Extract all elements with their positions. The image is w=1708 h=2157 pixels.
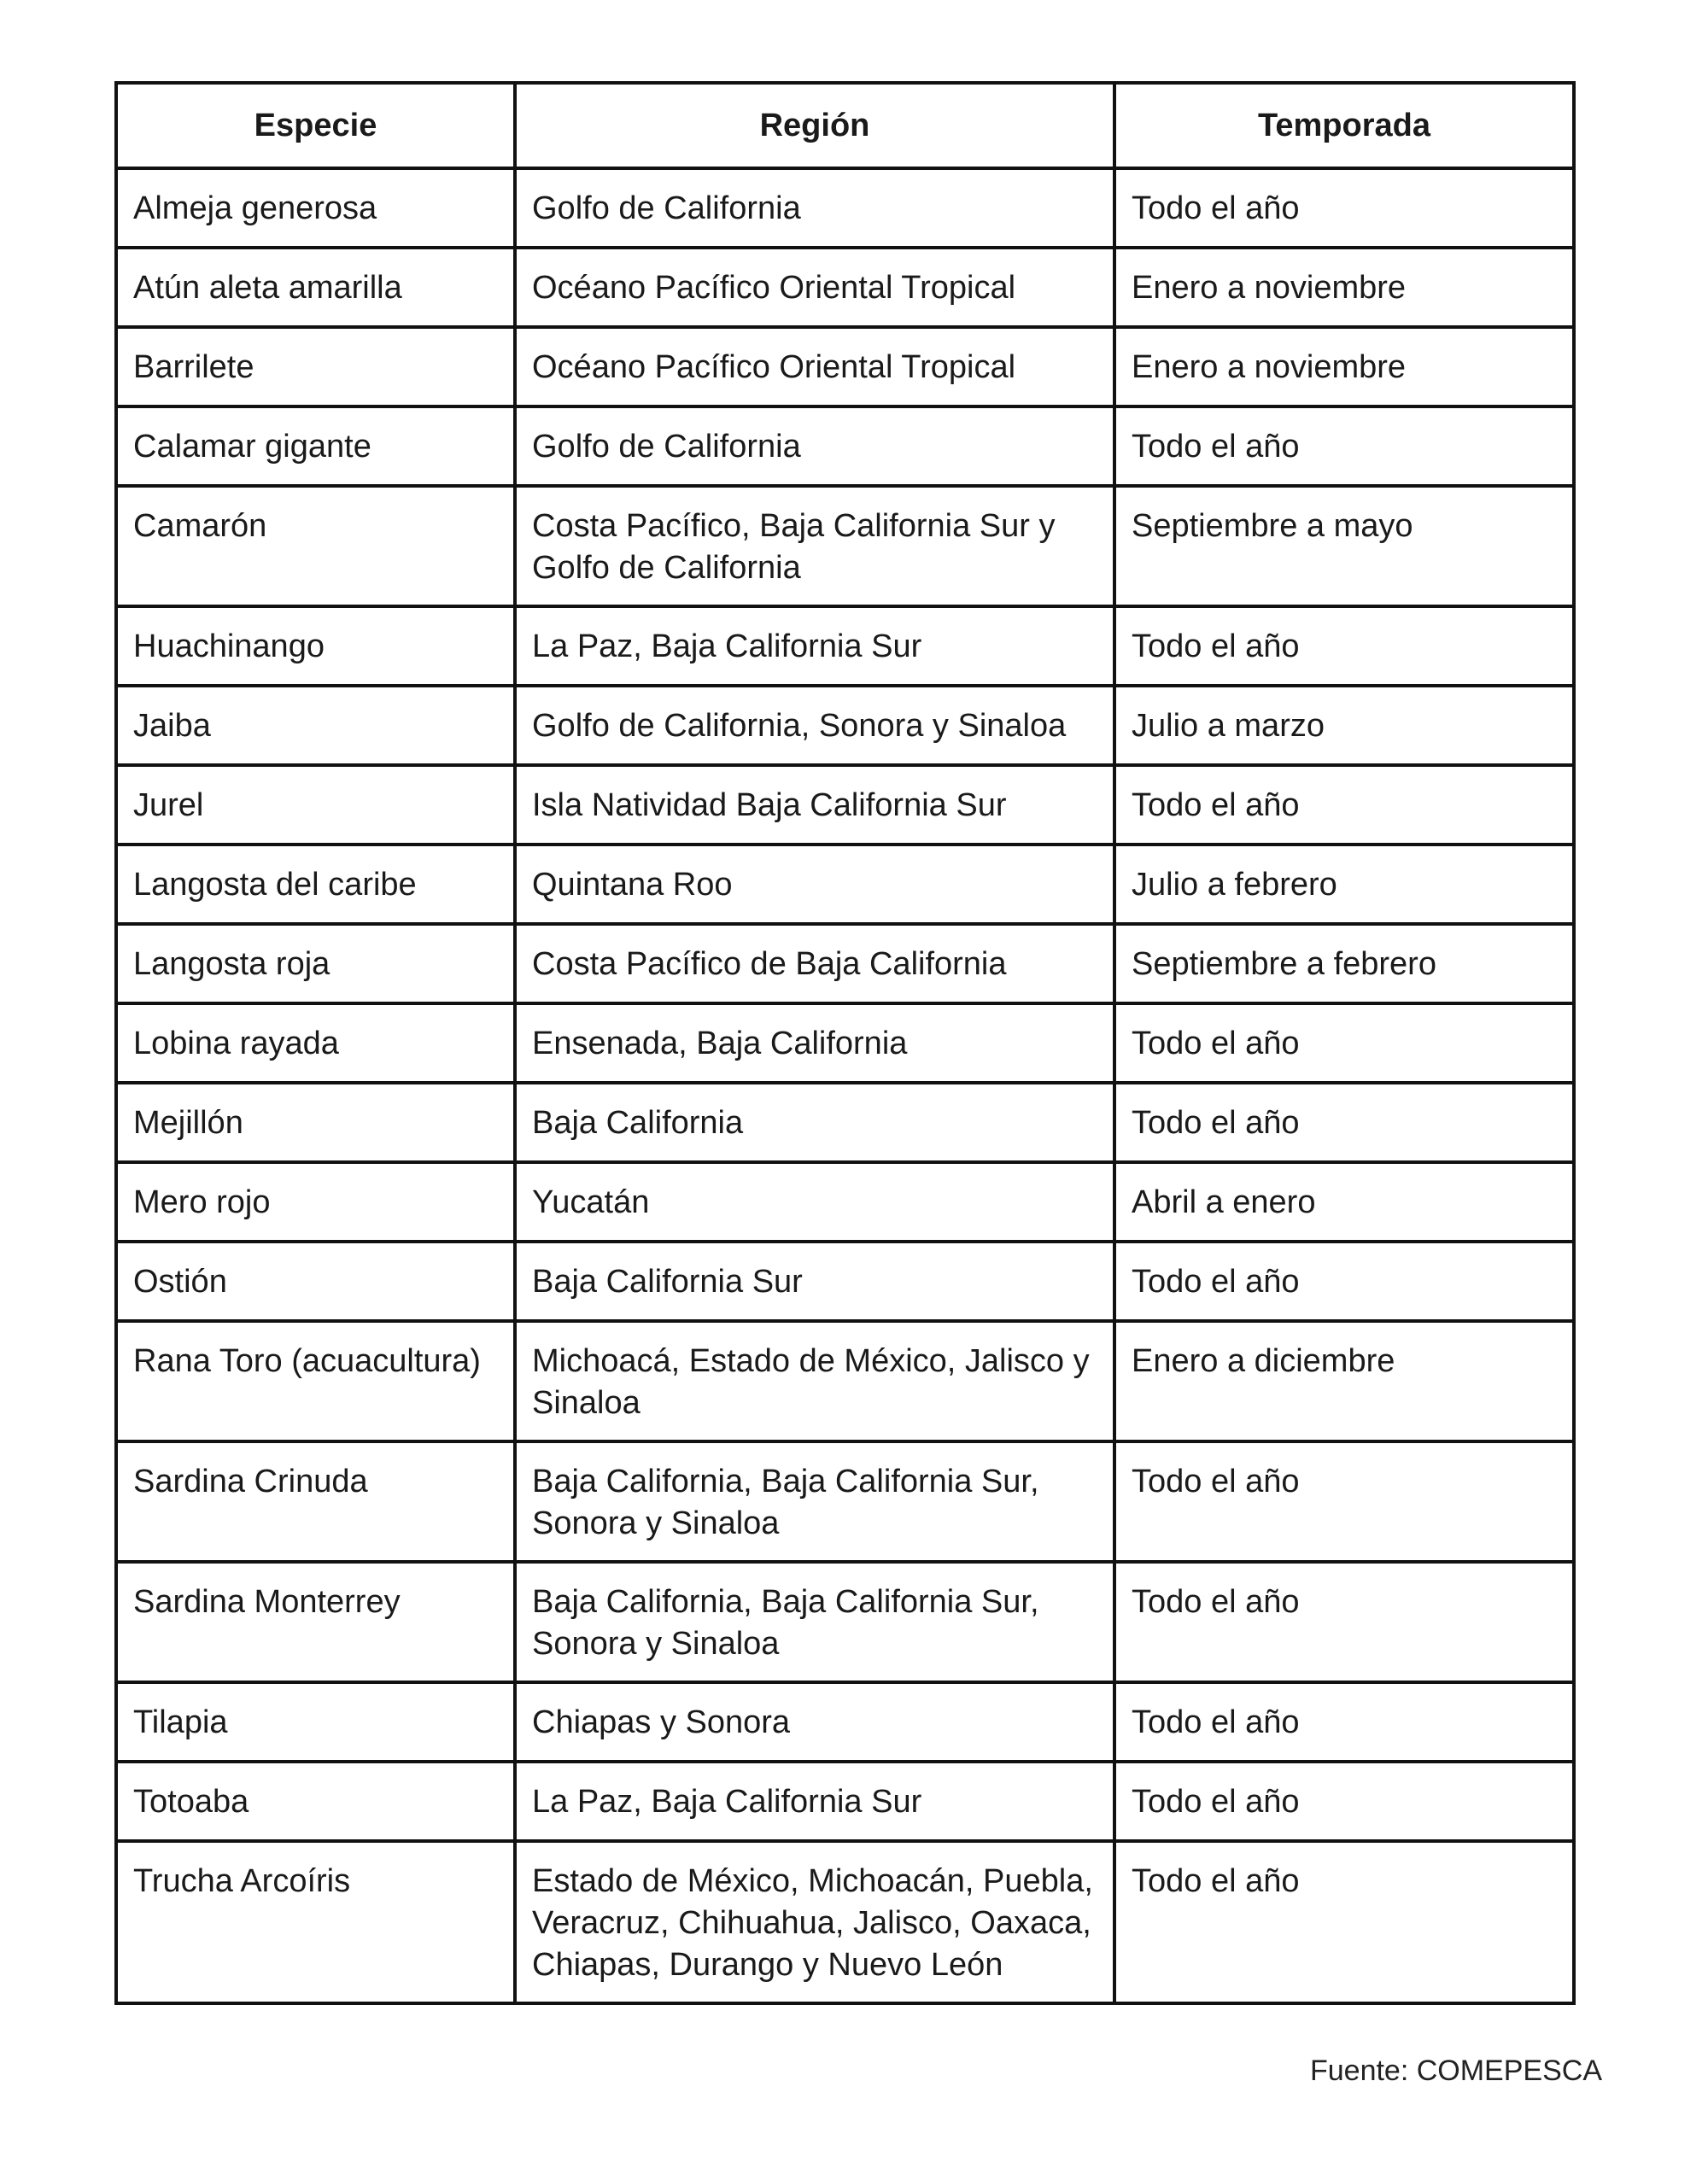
cell-temporada: Todo el año — [1114, 606, 1574, 686]
table-row — [116, 486, 1574, 606]
cell-temporada: Julio a febrero — [1114, 845, 1574, 924]
cell-region: Estado de México, Michoacán, Puebla, Veracruz, Chihuahua, Jalisco, Oaxaca, Chiapas, Durango y Nuevo León — [515, 1841, 1114, 2003]
cell-especie: Mero rojo — [116, 1162, 515, 1242]
table-row — [116, 1441, 1574, 1562]
cell-temporada: Abril a enero — [1114, 1162, 1574, 1242]
cell-temporada: Todo el año — [1114, 1441, 1574, 1562]
cell-region: Quintana Roo — [515, 845, 1114, 924]
cell-region: Ensenada, Baja California — [515, 1003, 1114, 1083]
cell-region: Chiapas y Sonora — [515, 1682, 1114, 1762]
cell-especie: Trucha Arcoíris — [116, 1841, 515, 2003]
cell-temporada: Todo el año — [1114, 168, 1574, 248]
cell-temporada: Todo el año — [1114, 1083, 1574, 1162]
table-row — [116, 924, 1574, 1003]
table-row — [116, 845, 1574, 924]
header-temporada: Temporada — [1114, 83, 1574, 168]
header-row — [116, 83, 1574, 168]
species-table-container — [114, 81, 1572, 2005]
table-row — [116, 168, 1574, 248]
table-row — [116, 248, 1574, 327]
table-row — [116, 1682, 1574, 1762]
table-row — [116, 1083, 1574, 1162]
cell-region: Baja California — [515, 1083, 1114, 1162]
cell-especie: Mejillón — [116, 1083, 515, 1162]
cell-temporada: Julio a marzo — [1114, 686, 1574, 765]
table-row — [116, 1321, 1574, 1441]
cell-region: Costa Pacífico de Baja California — [515, 924, 1114, 1003]
table-row — [116, 1762, 1574, 1841]
table-row — [116, 1242, 1574, 1321]
table-row — [116, 1841, 1574, 2003]
cell-temporada: Septiembre a mayo — [1114, 486, 1574, 606]
cell-especie: Calamar gigante — [116, 406, 515, 486]
cell-region: Océano Pacífico Oriental Tropical — [515, 248, 1114, 327]
cell-especie: Atún aleta amarilla — [116, 248, 515, 327]
cell-temporada: Todo el año — [1114, 1762, 1574, 1841]
cell-region: Océano Pacífico Oriental Tropical — [515, 327, 1114, 406]
table-row — [116, 1562, 1574, 1682]
cell-region: Golfo de California — [515, 168, 1114, 248]
cell-region: Baja California, Baja California Sur, Sonora y Sinaloa — [515, 1441, 1114, 1562]
cell-especie: Almeja generosa — [116, 168, 515, 248]
cell-temporada: Todo el año — [1114, 1242, 1574, 1321]
cell-especie: Lobina rayada — [116, 1003, 515, 1083]
table-body — [116, 168, 1574, 2003]
cell-temporada: Todo el año — [1114, 1003, 1574, 1083]
cell-temporada: Septiembre a febrero — [1114, 924, 1574, 1003]
cell-especie: Langosta roja — [116, 924, 515, 1003]
table-row — [116, 1003, 1574, 1083]
cell-especie: Sardina Monterrey — [116, 1562, 515, 1682]
cell-temporada: Enero a noviembre — [1114, 248, 1574, 327]
cell-especie: Totoaba — [116, 1762, 515, 1841]
cell-temporada: Todo el año — [1114, 1562, 1574, 1682]
cell-region: Golfo de California — [515, 406, 1114, 486]
species-table — [114, 81, 1576, 2005]
source-note: Fuente: COMEPESCA — [1309, 2055, 1602, 2087]
table-row — [116, 765, 1574, 845]
cell-especie: Jaiba — [116, 686, 515, 765]
cell-temporada: Todo el año — [1114, 406, 1574, 486]
cell-especie: Camarón — [116, 486, 515, 606]
table-row — [116, 406, 1574, 486]
cell-especie: Huachinango — [116, 606, 515, 686]
cell-region: Yucatán — [515, 1162, 1114, 1242]
table-row — [116, 1162, 1574, 1242]
cell-region: Baja California, Baja California Sur, Sonora y Sinaloa — [515, 1562, 1114, 1682]
cell-especie: Tilapia — [116, 1682, 515, 1762]
table-row — [116, 686, 1574, 765]
cell-temporada: Enero a diciembre — [1114, 1321, 1574, 1441]
table-header — [116, 83, 1574, 168]
cell-region: La Paz, Baja California Sur — [515, 606, 1114, 686]
cell-region: La Paz, Baja California Sur — [515, 1762, 1114, 1841]
cell-temporada: Todo el año — [1114, 765, 1574, 845]
cell-especie: Barrilete — [116, 327, 515, 406]
cell-temporada: Todo el año — [1114, 1841, 1574, 2003]
cell-region: Isla Natividad Baja California Sur — [515, 765, 1114, 845]
cell-region: Baja California Sur — [515, 1242, 1114, 1321]
header-especie: Especie — [116, 83, 515, 168]
cell-region: Golfo de California, Sonora y Sinaloa — [515, 686, 1114, 765]
cell-especie: Sardina Crinuda — [116, 1441, 515, 1562]
cell-especie: Ostión — [116, 1242, 515, 1321]
cell-especie: Langosta del caribe — [116, 845, 515, 924]
cell-region: Costa Pacífico, Baja California Sur y Golfo de California — [515, 486, 1114, 606]
header-region: Región — [515, 83, 1114, 168]
cell-especie: Jurel — [116, 765, 515, 845]
cell-especie: Rana Toro (acuacultura) — [116, 1321, 515, 1441]
cell-region: Michoacá, Estado de México, Jalisco y Sinaloa — [515, 1321, 1114, 1441]
table-row — [116, 606, 1574, 686]
cell-temporada: Enero a noviembre — [1114, 327, 1574, 406]
table-row — [116, 327, 1574, 406]
cell-temporada: Todo el año — [1114, 1682, 1574, 1762]
